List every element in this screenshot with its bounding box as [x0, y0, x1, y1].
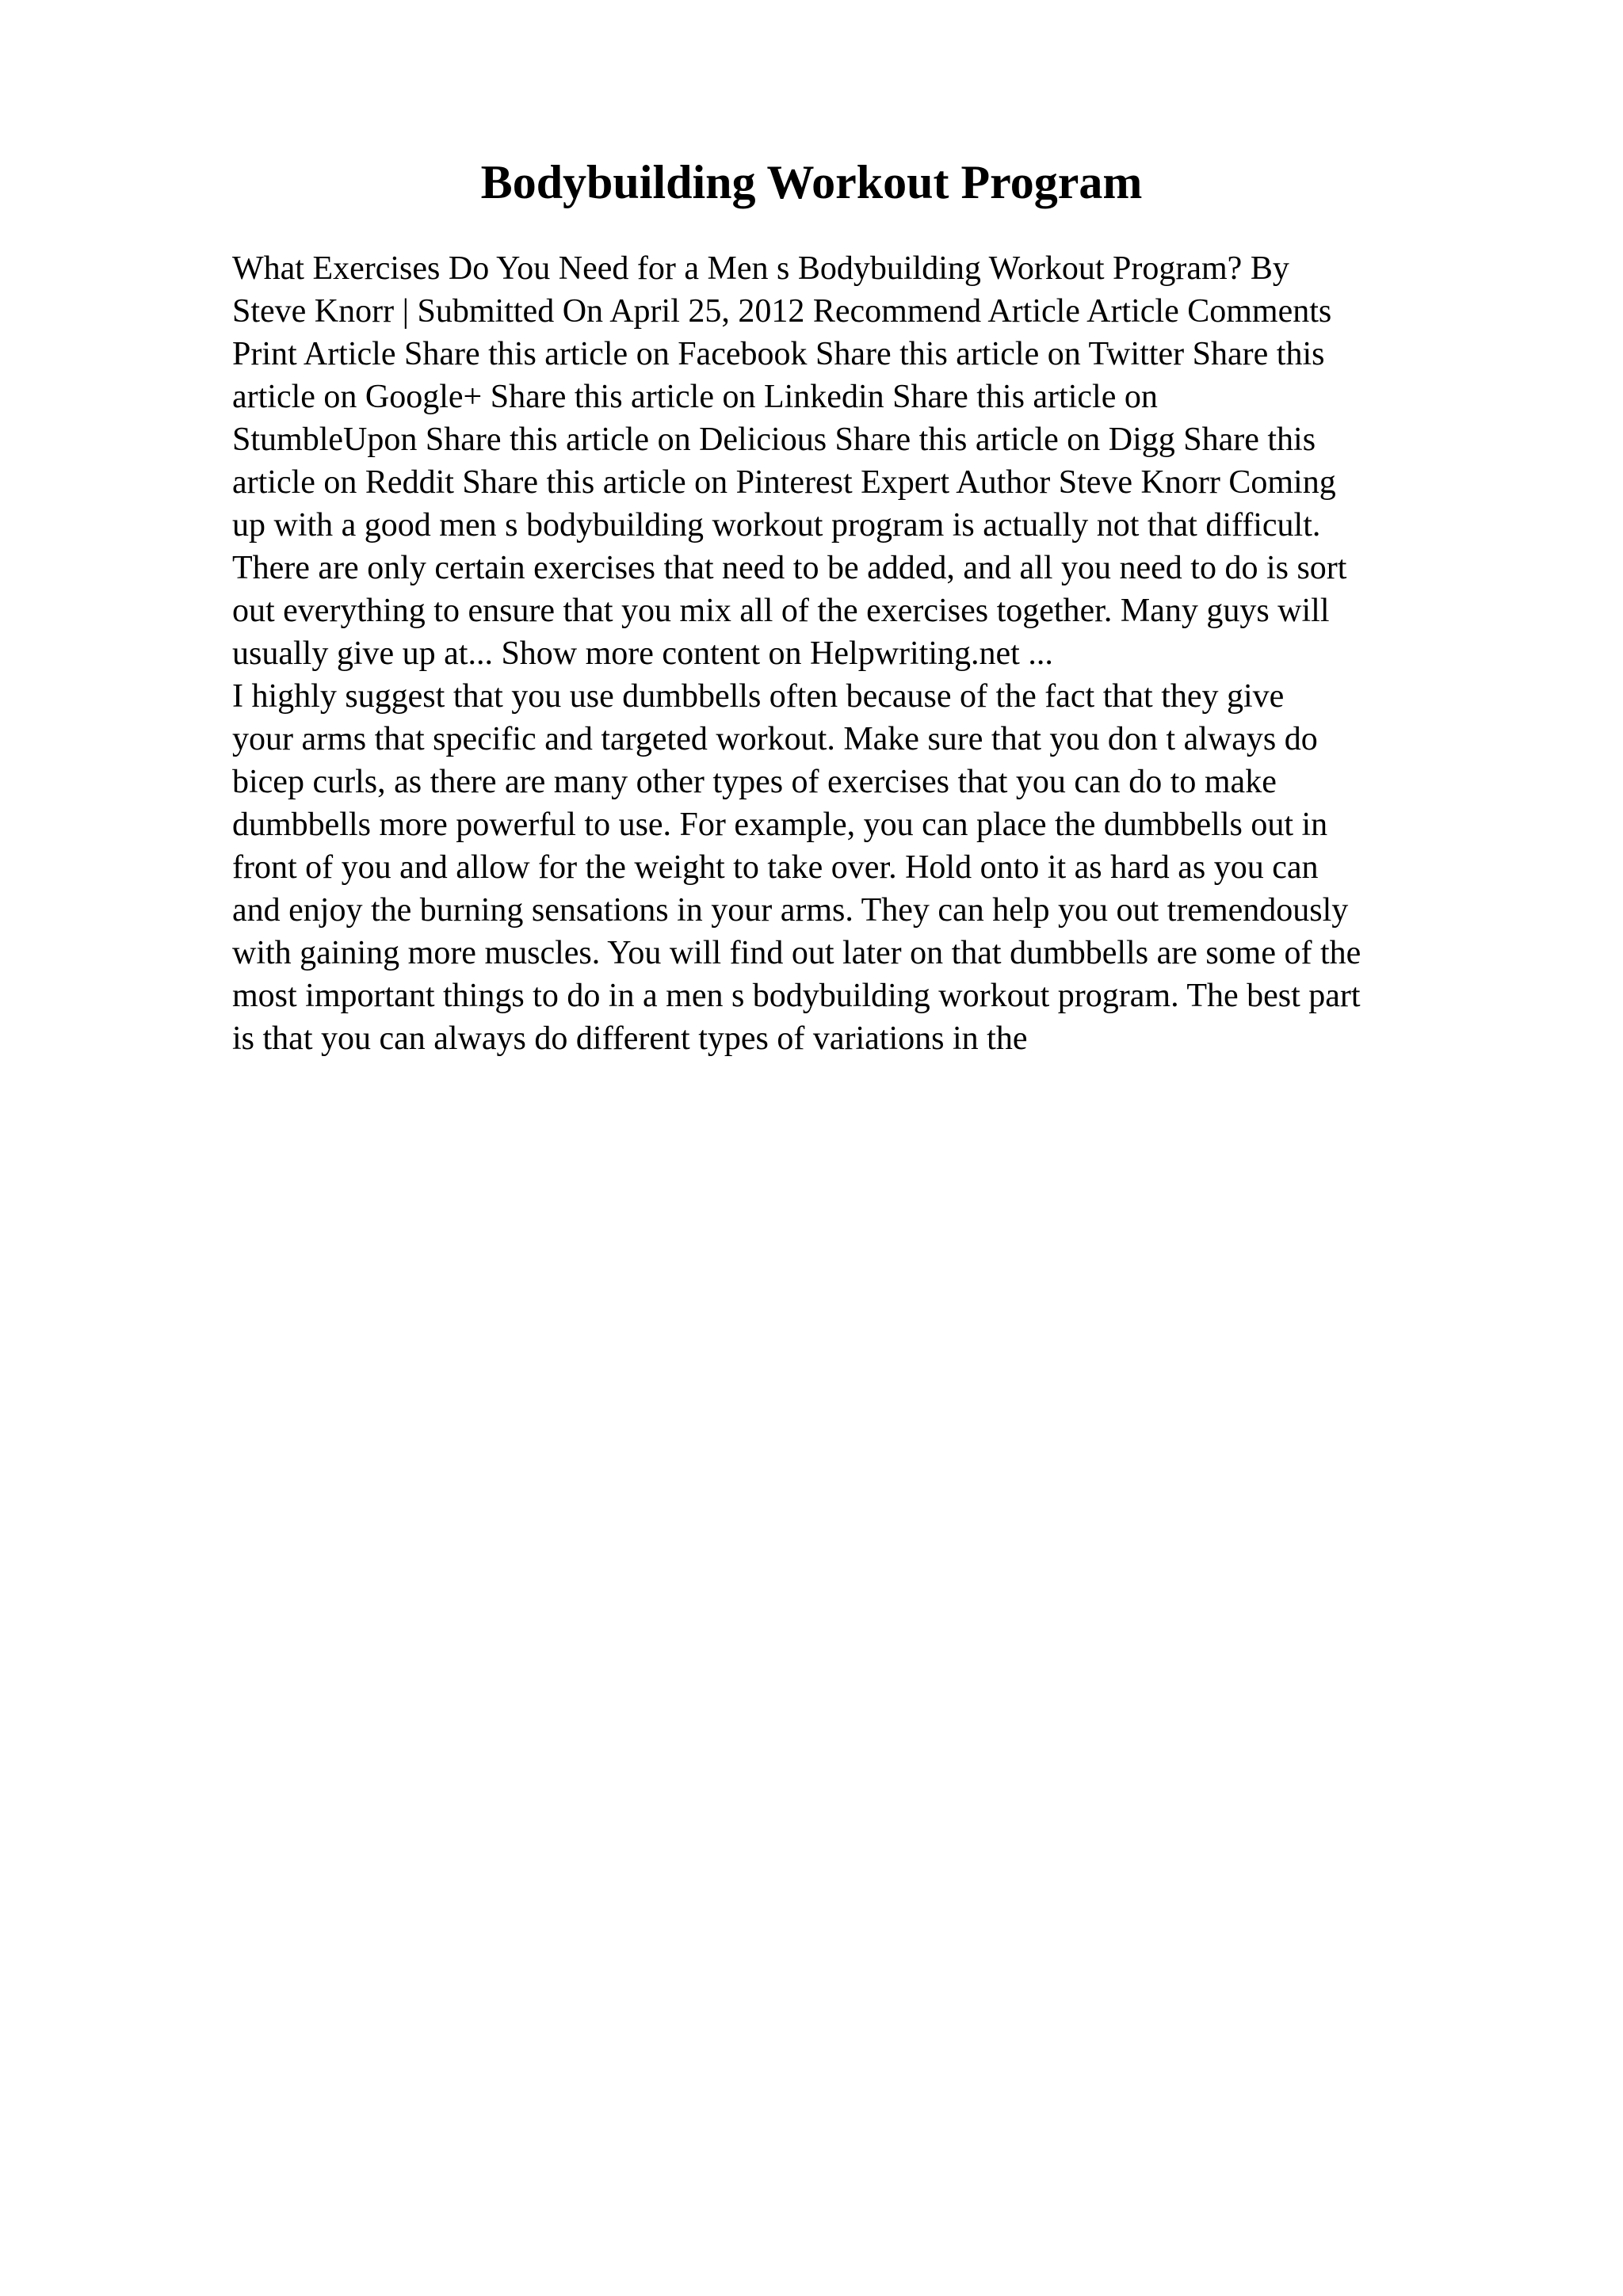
text-line: article on Reddit Share this article on Pinterest Expert Author Steve Knorr Coming	[232, 464, 1336, 501]
document-title: Bodybuilding Workout Program	[480, 156, 1143, 208]
paragraph-intro	[232, 247, 1500, 675]
text-line: StumbleUpon Share this article on Delicious Share this article on Digg Share this	[232, 421, 1316, 458]
text-line: is that you can always do different types of variations in the	[232, 1020, 1028, 1057]
text-line: I highly suggest that you use dumbbells often because of the fact that they give	[232, 678, 1285, 715]
text-line: with gaining more muscles. You will find out later on that dumbbells are some of the	[232, 935, 1361, 971]
text-line: There are only certain exercises that need to be added, and all you need to do is sort	[232, 550, 1347, 586]
text-line: article on Google+ Share this article on Linkedin Share this article on	[232, 379, 1158, 415]
text-line: up with a good men s bodybuilding workout program is actually not that difficult.	[232, 507, 1321, 543]
text-line: out everything to ensure that you mix all of the exercises together. Many guys will	[232, 593, 1330, 629]
text-line: Print Article Share this article on Facebook Share this article on Twitter Share this	[232, 336, 1325, 372]
text-line: and enjoy the burning sensations in your arms. They can help you out tremendously	[232, 892, 1349, 929]
text-line: Steve Knorr | Submitted On April 25, 2012 Recommend Article Article Comments	[232, 293, 1332, 330]
text-line: most important things to do in a men s bodybuilding workout program. The best part	[232, 978, 1361, 1014]
document-body	[232, 247, 1500, 1060]
text-line: What Exercises Do You Need for a Men s Bodybuilding Workout Program? By	[232, 250, 1289, 287]
text-line: front of you and allow for the weight to take over. Hold onto it as hard as you can	[232, 849, 1319, 886]
text-line: your arms that specific and targeted workout. Make sure that you don t always do	[232, 721, 1318, 757]
text-line: bicep curls, as there are many other types of exercises that you can do to make	[232, 764, 1277, 800]
paragraph-body	[232, 675, 1500, 1060]
text-line: dumbbells more powerful to use. For example, you can place the dumbbells out in	[232, 807, 1328, 843]
text-line: usually give up at... Show more content on Helpwriting.net ...	[232, 635, 1053, 672]
